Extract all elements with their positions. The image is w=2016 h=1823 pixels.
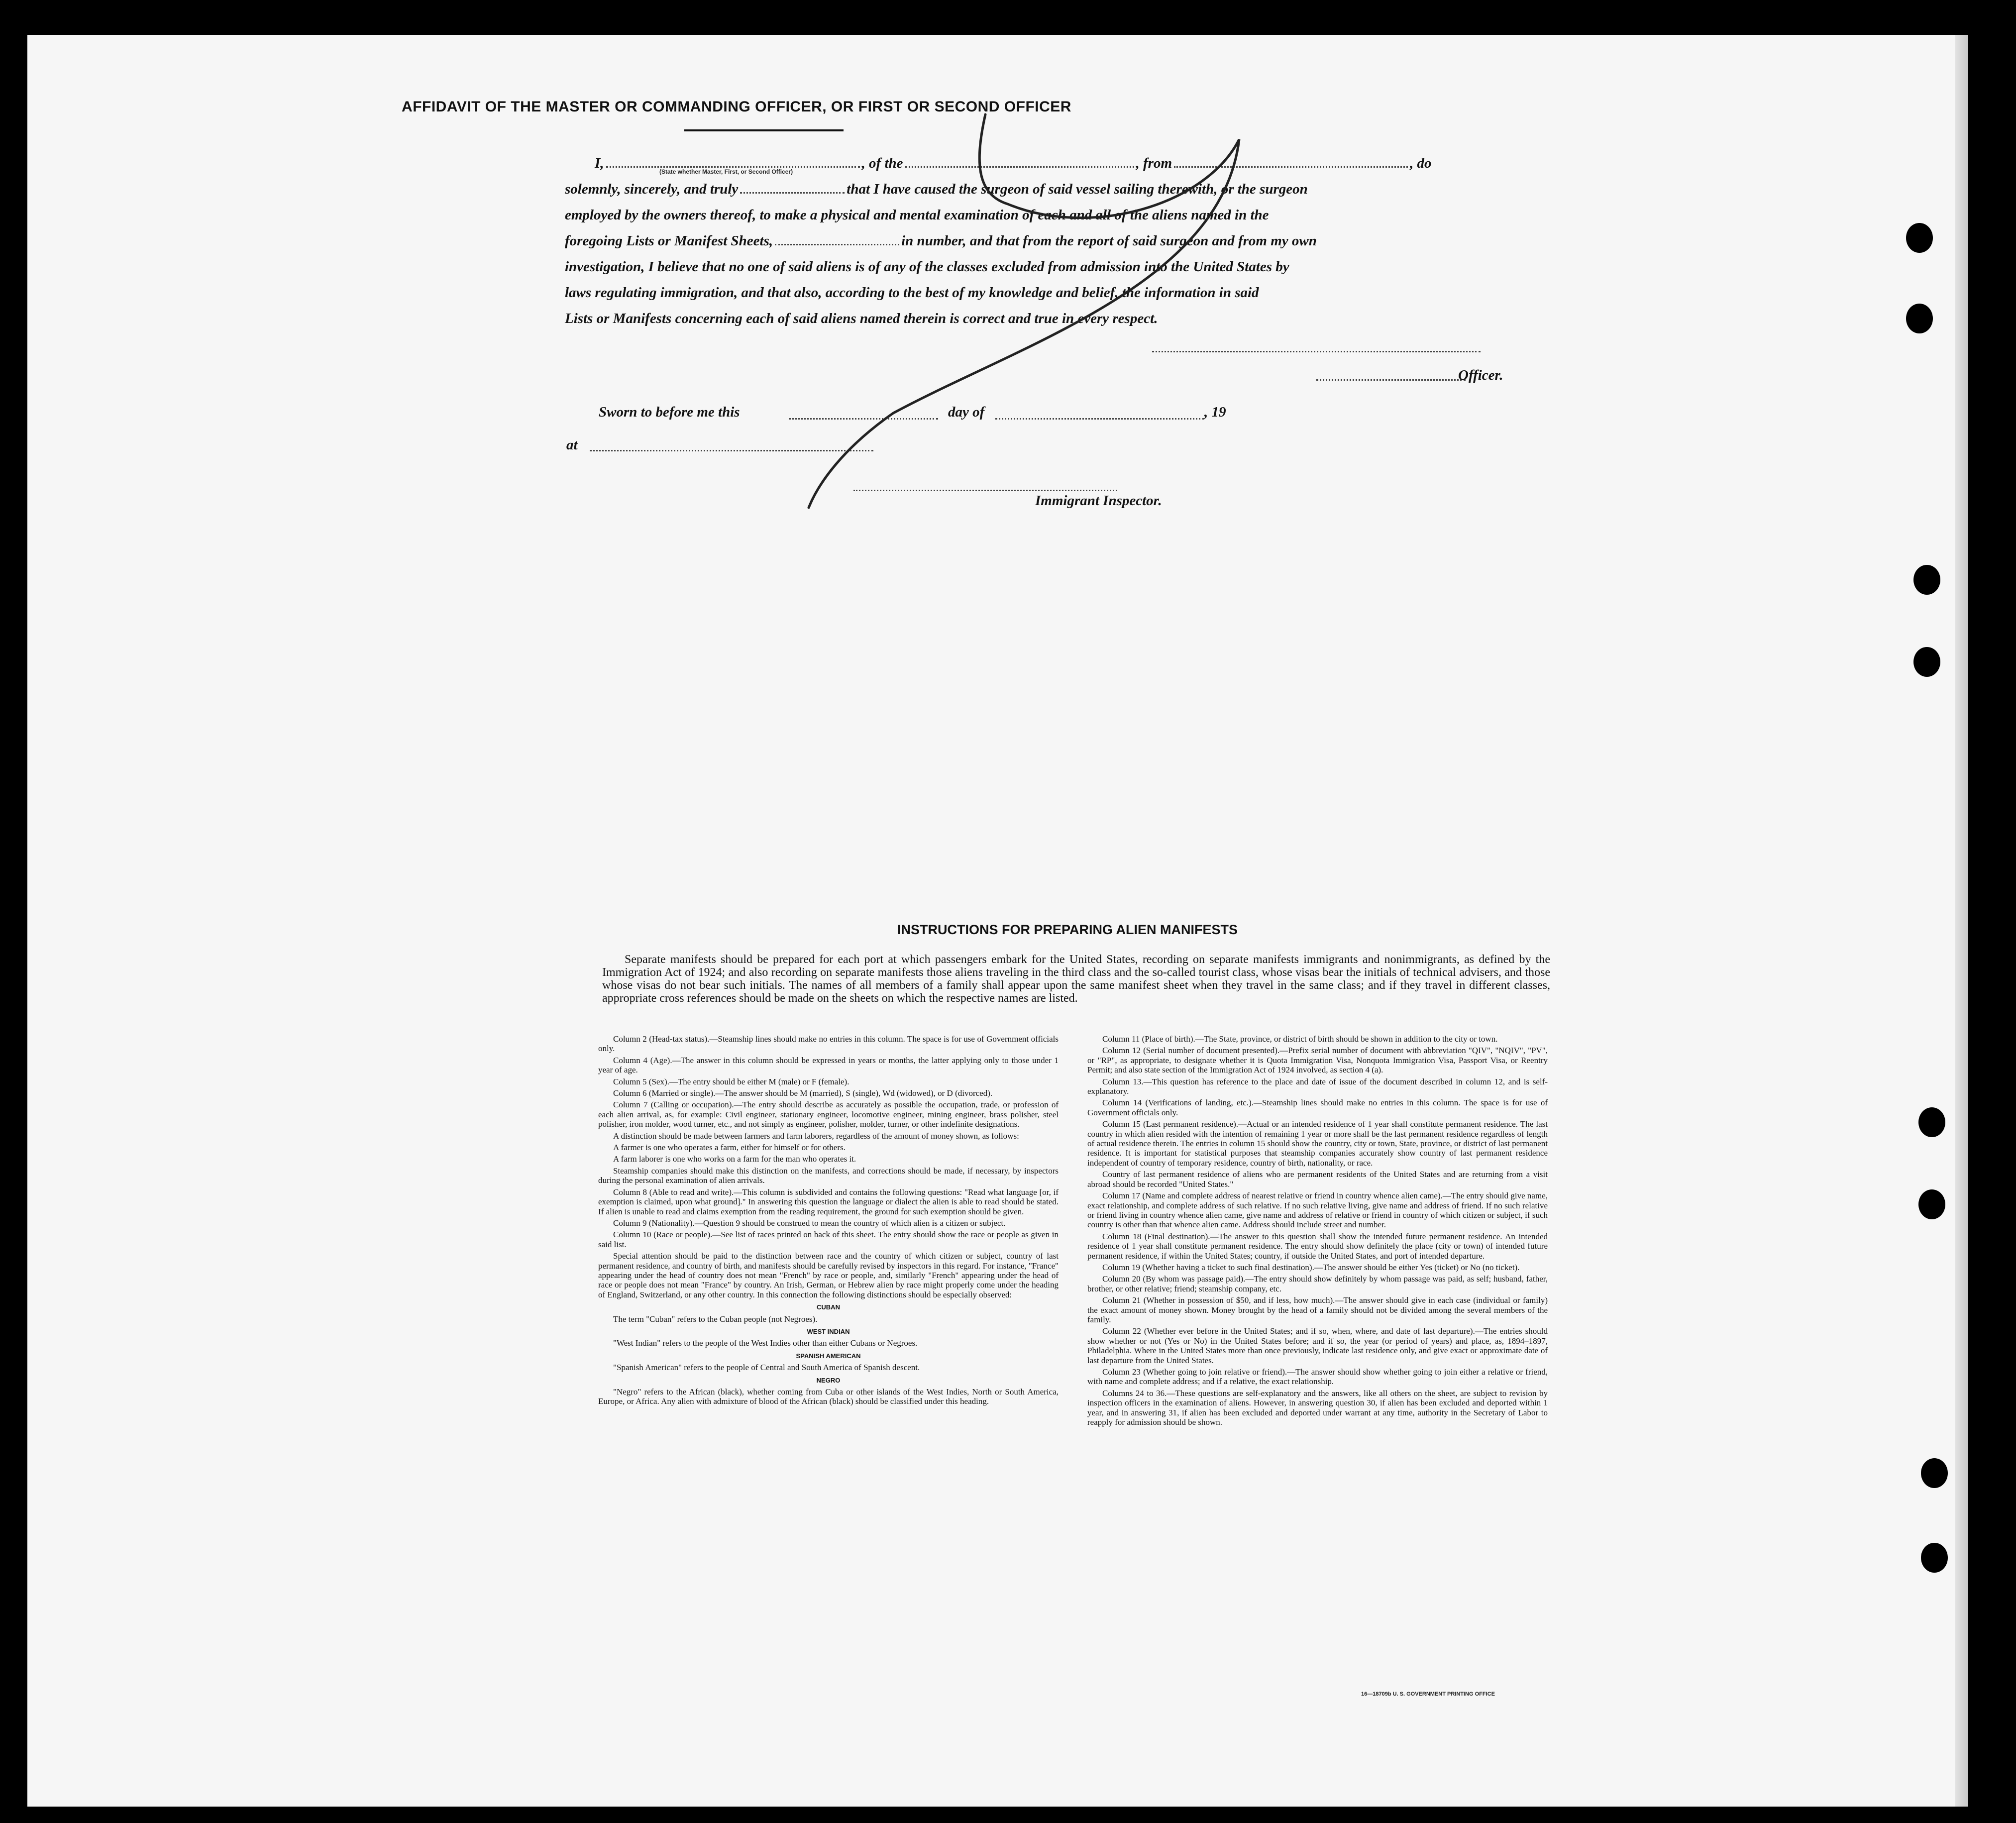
affidavit-line-1: I, , of the , from , do — [595, 155, 1432, 171]
binder-hole — [1906, 223, 1933, 253]
cuban-definition: The term "Cuban" refers to the Cuban people (not Negroes). — [613, 1314, 818, 1324]
ink-stroke — [809, 114, 1239, 508]
handwritten-mark — [27, 35, 1968, 582]
instructions-intro: Separate manifests should be prepared for each port at which passengers embark for the United States, recording on separate manifests immigrants and nonimmigrants, as defined by the Immigration Act of 1924; and also recording on separate manifests those aliens traveling in the third class and the so-called tourist class, whose visas bear the initials of technical advisers, and those whose visas do not bear such initials. The names of all members of a family shall appear upon the same manifest sheet when they travel in the same class; and if they travel in different classes, appropriate cross references should be made on the sheets on which the respective names are listed. — [602, 953, 1550, 1005]
heading-cuban: CUBAN — [817, 1303, 840, 1311]
affidavit-line-4: foregoing Lists or Manifest Sheets, in number, and that from the report of said surgeon and from my own — [565, 233, 1317, 249]
binder-hole — [1918, 1107, 1945, 1137]
instructions-left-column — [598, 1034, 1059, 1408]
inspector-label: Immigrant Inspector. — [1035, 493, 1162, 509]
left-paragraph: A farmer is one who operates a farm, either for himself or for others. — [613, 1143, 846, 1153]
left-paragraph: Column 4 (Age).—The answer in this column should be expressed in years or months, the latter applying only to those under 1 year of age. — [598, 1055, 1059, 1075]
right-paragraph: Column 12 (Serial number of document presented).—Prefix serial number of document with abbreviation "QIV", "NQIV", "PV", or "RP", as appropriate, to designate whether it is Quota Immigration Visa, Nonquota Immigration Visa, Passport Visa, or Reentry Permit; and also state section of the Immigration Act of 1924 involved, as section 4 (a). — [1087, 1046, 1548, 1075]
right-paragraph: Column 22 (Whether ever before in the United States; and if so, when, where, and date of last departure).—The entries should show whether or not (Yes or No) in the United States before; and if so, the year (or period of years) and place, as, 1894–1897, Philadelphia. Where in the United States more than once previously, indicate last residence only, and give exact or approximate date of last departure from the United States. — [1087, 1326, 1548, 1365]
binder-hole — [1906, 304, 1933, 333]
binder-hole — [1918, 1189, 1945, 1219]
binder-hole — [1913, 647, 1940, 677]
right-paragraph: Column 14 (Verifications of landing, etc.).—Steamship lines should make no entries in this column. The space is for use of Government officials only. — [1087, 1098, 1548, 1117]
day-of-label: day of — [948, 404, 985, 420]
right-paragraph: Column 15 (Last permanent residence).—Actual or an intended residence of 1 year shall constitute permanent residence. The last country in which alien resided with the intention of remaining 1 year or more shall be the last permanent residence regardless of length of actual residence therein. The entries in column 15 should show the country, city or town, State, province, or district of last permanent residence. It is important for statistical purposes that steamship companies accurately show country of last permanent residence independent of country of temporary residence, country of birth, nationality, or race. — [1087, 1119, 1548, 1168]
affidavit-line-3: employed by the owners thereof, to make a physical and mental examination of each and all of the aliens named in the — [565, 207, 1269, 223]
right-paragraph: Column 23 (Whether going to join relative or friend).—The answer should show whether going to join either a relative or friend, with name and complete address; and if a relative, the exact relationship. — [1087, 1367, 1548, 1387]
spanish-american-definition: "Spanish American" refers to the people of Central and South America of Spanish descent. — [613, 1363, 920, 1373]
heading-spanish-american: SPANISH AMERICAN — [796, 1352, 861, 1360]
negro-definition: "Negro" refers to the African (black), whether coming from Cuba or other islands of the West Indies, North or South America, Europe, or Africa. Any alien with admixture of blood of the African (black) should be classified under this heading. — [598, 1387, 1059, 1406]
left-paragraph: A farm laborer is one who works on a farm for the man who operates it. — [613, 1154, 856, 1164]
left-paragraph: Column 7 (Calling or occupation).—The entry should describe as accurately as possible the occupation, trade, or profession of each alien arrival, as, for example: Civil engineer, stationary engineer, locomotive engineer, mining engineer, brass polisher, steel polisher, iron molder, wood turner, etc., and not simply as engineer, polisher, molder, turner, or other indefinite designations. — [598, 1100, 1059, 1129]
right-paragraph: Column 11 (Place of birth).—The State, province, or district of birth should be shown in addition to the city or town. — [1102, 1034, 1498, 1044]
right-paragraph: Columns 24 to 36.—These questions are self-explanatory and the answers, like all others on the sheet, are subject to revision by inspection officers in the examination of aliens. However, in answering question 30, if alien has been excluded and deported within 1 year, and in answering 31, if alien has been excluded and deported under warrant at any time, authority in the Secretary of Labor to reapply for admission should be shown. — [1087, 1388, 1548, 1427]
instructions-right-column — [1087, 1034, 1548, 1429]
sworn-label: Sworn to before me this — [599, 404, 740, 420]
left-paragraph: A distinction should be made between farmers and farm laborers, regardless of the amount of money shown, as follows: — [613, 1131, 1019, 1141]
right-paragraph: Column 13.—This question has reference to the place and date of issue of the document described in column 12, and is self-explanatory. — [1087, 1076, 1548, 1096]
officer-label: Officer. — [1458, 367, 1503, 383]
heading-negro: NEGRO — [816, 1376, 841, 1384]
right-paragraph: Country of last permanent residence of aliens who are permanent residents of the United States and are returning from a visit abroad should be recorded "United States." — [1087, 1170, 1548, 1189]
affidavit-line-7: Lists or Manifests concerning each of said aliens named therein is correct and true in every respect. — [565, 311, 1158, 326]
heading-west-indian: WEST INDIAN — [807, 1327, 850, 1335]
right-paragraph: Column 21 (Whether in possession of $50, and if less, how much).—The answer should give in each case (individual or family) the exact amount of money shown. Money brought by the head of a family should not be divided among the several members of the family. — [1087, 1295, 1548, 1324]
binder-hole — [1921, 1458, 1948, 1488]
right-paragraph: Column 17 (Name and complete address of nearest relative or friend in country whence alien came).—The entry should give name, exact relationship, and complete address of such relative. If no such relative living, give name and address of friend. If no such relative or friend living in country whence alien came, give name and address of relative or friend in country of which citizen or subject, if such country is other than that whence alien came. Address should include street and number. — [1087, 1191, 1548, 1230]
left-paragraph: Column 10 (Race or people).—See list of races printed on back of this sheet. The entry should show the race or people as given in said list. — [598, 1230, 1059, 1249]
right-paragraph: Column 18 (Final destination).—The answer to this question shall show the intended future permanent residence. An intended residence of 1 year shall constitute permanent residence. The entry should show definitely the place (city or town) of intended future permanent residence, if within the United States; country, if outside the United States, and port of intended departure. — [1087, 1231, 1548, 1261]
year-label: , 19 — [1204, 404, 1226, 420]
left-paragraph: Column 9 (Nationality).—Question 9 should be construed to mean the country of which alien is a citizen or subject. — [613, 1218, 1006, 1228]
west-indian-definition: "West Indian" refers to the people of the West Indies other than either Cubans or Negroes. — [613, 1338, 918, 1348]
binder-hole — [1921, 1543, 1948, 1573]
affidavit-line-5: investigation, I believe that no one of said aliens is of any of the classes excluded from admission into the United States by — [565, 259, 1289, 275]
right-paragraph: Column 19 (Whether having a ticket to such final destination).—The answer should be either Yes (ticket) or No (no ticket). — [1102, 1262, 1520, 1272]
at-label: at — [566, 437, 578, 453]
left-paragraph: Column 5 (Sex).—The entry should be either M (male) or F (female). — [613, 1076, 849, 1086]
left-paragraph: Column 6 (Married or single).—The answer should be M (married), S (single), Wd (widowed), or D (divorced). — [613, 1088, 993, 1098]
left-paragraph: Steamship companies should make this distinction on the manifests, and corrections should be made, if necessary, by inspectors during the personal examination of alien arrivals. — [598, 1166, 1059, 1185]
instructions-title: INSTRUCTIONS FOR PREPARING ALIEN MANIFESTS — [897, 922, 1238, 937]
affidavit-line-2: solemnly, sincerely, and truly that I have caused the surgeon of said vessel sailing therewith, or the surgeon — [565, 181, 1308, 197]
left-paragraph: Column 8 (Able to read and write).—This column is subdivided and contains the following questions: "Read what language [or, if exemption is claimed, upon what ground]." In answering this question the language or dialect the alien is able to read should be stated. If alien is unable to read and claims exemption from the reading requirement, the ground for such exemption should be given. — [598, 1187, 1059, 1216]
officer-rank-note: (State whether Master, First, or Second Officer) — [659, 168, 793, 175]
affidavit-line-6: laws regulating immigration, and that also, according to the best of my knowledge and belief, the information in said — [565, 285, 1259, 301]
left-paragraph: Column 2 (Head-tax status).—Steamship lines should make no entries in this column. The space is for use of Government officials only. — [598, 1034, 1059, 1054]
affidavit-title: AFFIDAVIT OF THE MASTER OR COMMANDING OFFICER, OR FIRST OR SECOND OFFICER — [402, 99, 1071, 115]
left-paragraph: Special attention should be paid to the distinction between race and the country of which citizen or subject, country of last permanent residence, and country of birth, and manifests should be carefully revised by inspectors in this regard. For instance, "France" appearing under the head of country does not mean "French" by race or people, and, similarly "French" appearing under the head of race or people does not mean "France" by country. An Irish, German, or Hebrew alien by race might properly come under the heading of England, Switzerland, or any other country. In this connection the following distinctions should be especially observed: — [598, 1251, 1059, 1299]
binder-hole — [1913, 565, 1940, 595]
right-paragraph: Column 20 (By whom was passage paid).—The entry should show definitely by whom passage was paid, as self; husband, father, brother, or other relative; friend; steamship company, etc. — [1087, 1274, 1548, 1293]
print-office-code: 16—18709b U. S. GOVERNMENT PRINTING OFFICE — [1361, 1691, 1495, 1697]
manifest-sheet — [27, 35, 1968, 1807]
